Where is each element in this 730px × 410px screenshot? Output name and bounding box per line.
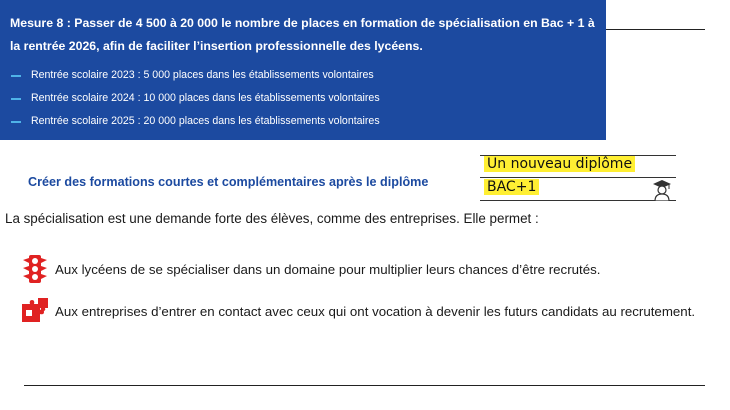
graduate-icon: [652, 179, 672, 201]
section-heading: Créer des formations courtes et complémentaires après le diplôme: [28, 175, 429, 189]
dash-bullet-icon: [11, 75, 21, 77]
benefit-item: [20, 296, 695, 326]
puzzle-icon: [20, 296, 50, 326]
diploma-badge: [480, 155, 676, 201]
measure-title: Mesure 8 : Passer de 4 500 à 20 000 le nombre de places en formation de spécialisation en Bac + 1 à la rentrée 2026, afin de faciliter l’insertion professionnelle des lycéens.: [10, 16, 595, 53]
list-item: Rentrée scolaire 2025 : 20 000 places dans les établissements volontaires: [10, 110, 596, 133]
badge-title: Un nouveau diplôme: [484, 156, 635, 172]
list-item: Rentrée scolaire 2024 : 10 000 places dans les établissements volontaires: [10, 87, 596, 110]
badge-subtitle: BAC+1: [484, 179, 539, 195]
badge-divider: [480, 200, 676, 201]
measure-box: [0, 0, 606, 140]
badge-divider: [480, 177, 676, 178]
dash-bullet-icon: [11, 121, 21, 123]
intro-text: La spécialisation est une demande forte des élèves, comme des entreprises. Elle permet :: [5, 211, 539, 226]
divider-top: [606, 29, 705, 30]
divider-bottom: [24, 385, 705, 386]
list-item: Rentrée scolaire 2023 : 5 000 places dans les établissements volontaires: [10, 64, 596, 87]
dash-bullet-icon: [11, 98, 21, 100]
traffic-light-icon: [20, 254, 50, 284]
benefit-text: Aux lycéens de se spécialiser dans un domaine pour multiplier leurs chances d’être recrutés.: [55, 261, 601, 277]
benefit-item: [20, 254, 600, 284]
measure-list: [10, 64, 596, 133]
benefit-text: Aux entreprises d’entrer en contact avec ceux qui ont vocation à devenir les futurs candidats au recrutement.: [55, 303, 696, 319]
